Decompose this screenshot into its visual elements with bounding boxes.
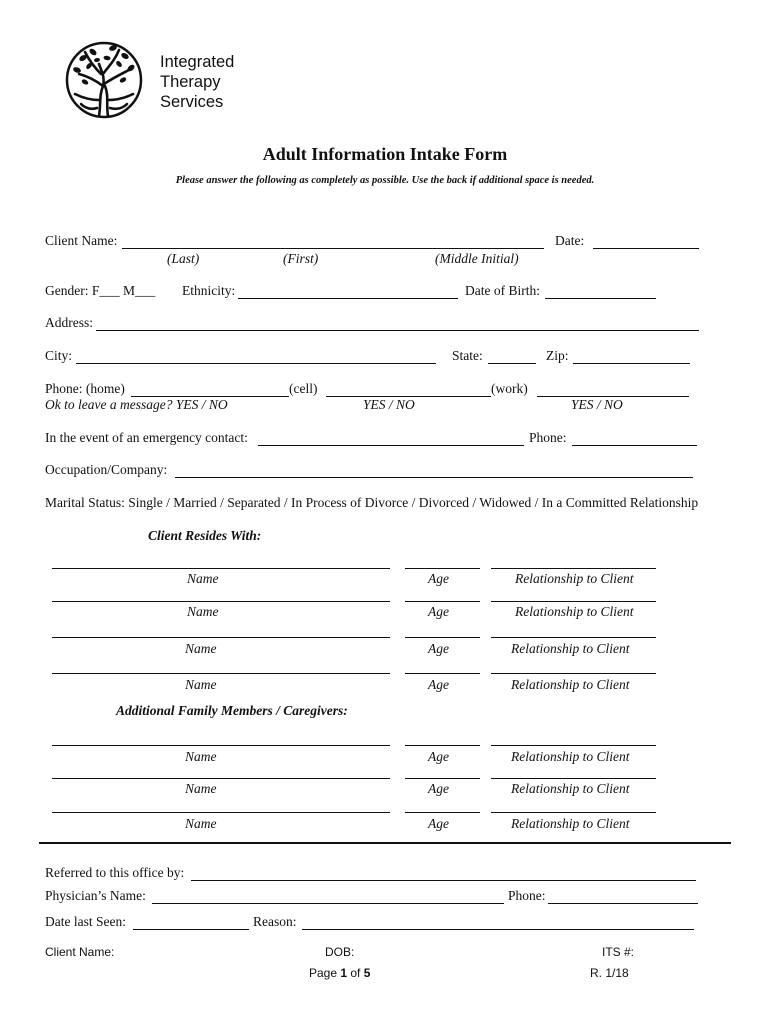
emergency-contact-field[interactable]	[258, 445, 524, 446]
relationship-caption: Relationship to Client	[511, 816, 630, 831]
logo-text-integrated: Integrated	[160, 53, 235, 71]
family-relationship-field[interactable]	[491, 812, 656, 813]
relationship-caption: Relationship to Client	[511, 677, 630, 692]
state-label: State:	[452, 348, 483, 363]
resides-relationship-field[interactable]	[491, 637, 656, 638]
revision-label: R. 1/18	[590, 966, 629, 980]
resides-name-field[interactable]	[52, 637, 390, 638]
page-title: Adult Information Intake Form	[262, 144, 508, 164]
name-caption: Name	[185, 641, 217, 656]
logo-text-services: Services	[160, 93, 224, 111]
gender-label: Gender: F___ M___	[45, 283, 156, 298]
dob-field[interactable]	[545, 298, 656, 299]
physician-field[interactable]	[152, 903, 504, 904]
work-yes-no[interactable]: YES / NO	[571, 397, 623, 412]
resides-relationship-field[interactable]	[491, 673, 656, 674]
age-caption: Age	[428, 604, 449, 619]
resides-name-field[interactable]	[52, 568, 390, 569]
phone-home-label: Phone: (home)	[45, 381, 125, 396]
physician-label: Physician’s Name:	[45, 888, 146, 903]
first-name-caption: (First)	[283, 251, 319, 266]
resides-age-field[interactable]	[405, 568, 480, 569]
resides-relationship-field[interactable]	[491, 568, 656, 569]
tree-logo-icon	[63, 38, 145, 122]
phone-work-label: (work)	[491, 381, 528, 396]
date-field[interactable]	[593, 248, 699, 249]
address-field[interactable]	[96, 330, 699, 331]
physician-phone-label: Phone:	[508, 888, 546, 903]
age-caption: Age	[428, 781, 449, 796]
reason-label: Reason:	[253, 914, 297, 929]
relationship-caption: Relationship to Client	[515, 604, 634, 619]
resides-relationship-field[interactable]	[491, 601, 656, 602]
page-total: 5	[363, 966, 371, 980]
name-caption: Name	[185, 781, 217, 796]
emergency-contact-label: In the event of an emergency contact:	[45, 430, 248, 445]
family-age-field[interactable]	[405, 778, 480, 779]
emergency-phone-label: Phone:	[529, 430, 567, 445]
last-seen-field[interactable]	[133, 929, 249, 930]
page-prefix: Page	[309, 966, 341, 980]
footer-client-name: Client Name:	[45, 945, 115, 959]
zip-label: Zip:	[546, 348, 569, 363]
reason-field[interactable]	[302, 929, 694, 930]
age-caption: Age	[428, 677, 449, 692]
address-label: Address:	[45, 315, 93, 330]
dob-label: Date of Birth:	[465, 283, 540, 298]
occupation-label: Occupation/Company:	[45, 462, 168, 477]
family-name-field[interactable]	[52, 812, 390, 813]
footer-dob: DOB:	[325, 945, 355, 959]
relationship-caption: Relationship to Client	[511, 781, 630, 796]
name-caption: Name	[185, 749, 217, 764]
logo-text-therapy: Therapy	[160, 73, 221, 91]
resides-age-field[interactable]	[405, 673, 480, 674]
page-of: of	[347, 966, 364, 980]
marital-status[interactable]: Marital Status: Single / Married / Separated / In Process of Divorce / Divorced / Widowed / In a Committed Relationship	[45, 495, 699, 510]
emergency-phone-field[interactable]	[572, 445, 697, 446]
age-caption: Age	[428, 641, 449, 656]
occupation-field[interactable]	[175, 477, 693, 478]
family-age-field[interactable]	[405, 812, 480, 813]
family-relationship-field[interactable]	[491, 778, 656, 779]
page-subtitle: Please answer the following as completely as possible. Use the back if additional space is needed.	[175, 175, 595, 186]
age-caption: Age	[428, 816, 449, 831]
name-caption: Name	[185, 816, 217, 831]
city-field[interactable]	[76, 363, 436, 364]
referred-field[interactable]	[191, 880, 696, 881]
family-relationship-field[interactable]	[491, 745, 656, 746]
resides-age-field[interactable]	[405, 601, 480, 602]
age-caption: Age	[428, 571, 449, 586]
zip-field[interactable]	[573, 363, 690, 364]
resides-age-field[interactable]	[405, 637, 480, 638]
cell-yes-no[interactable]: YES / NO	[363, 397, 415, 412]
family-heading: Additional Family Members / Caregivers:	[116, 703, 348, 718]
client-name-label: Client Name:	[45, 233, 118, 248]
page-current: 1	[340, 966, 348, 980]
physician-phone-field[interactable]	[548, 903, 698, 904]
middle-initial-caption: (Middle Initial)	[435, 251, 519, 266]
family-age-field[interactable]	[405, 745, 480, 746]
section-divider	[39, 842, 731, 844]
resides-name-field[interactable]	[52, 601, 390, 602]
last-name-caption: (Last)	[167, 251, 200, 266]
age-caption: Age	[428, 749, 449, 764]
ethnicity-field[interactable]	[238, 298, 458, 299]
name-caption: Name	[185, 677, 217, 692]
referred-label: Referred to this office by:	[45, 865, 185, 880]
relationship-caption: Relationship to Client	[511, 749, 630, 764]
family-name-field[interactable]	[52, 778, 390, 779]
date-label: Date:	[555, 233, 585, 248]
message-question[interactable]: Ok to leave a message? YES / NO	[45, 397, 228, 412]
page-number	[309, 966, 370, 980]
client-name-field[interactable]	[122, 248, 544, 249]
name-caption: Name	[187, 571, 219, 586]
name-caption: Name	[187, 604, 219, 619]
family-name-field[interactable]	[52, 745, 390, 746]
city-label: City:	[45, 348, 73, 363]
state-field[interactable]	[488, 363, 536, 364]
last-seen-label: Date last Seen:	[45, 914, 126, 929]
footer-its: ITS #:	[602, 945, 635, 959]
phone-cell-label: (cell)	[289, 381, 318, 396]
relationship-caption: Relationship to Client	[511, 641, 630, 656]
resides-heading: Client Resides With:	[148, 528, 262, 543]
resides-name-field[interactable]	[52, 673, 390, 674]
ethnicity-label: Ethnicity:	[182, 283, 236, 298]
relationship-caption: Relationship to Client	[515, 571, 634, 586]
